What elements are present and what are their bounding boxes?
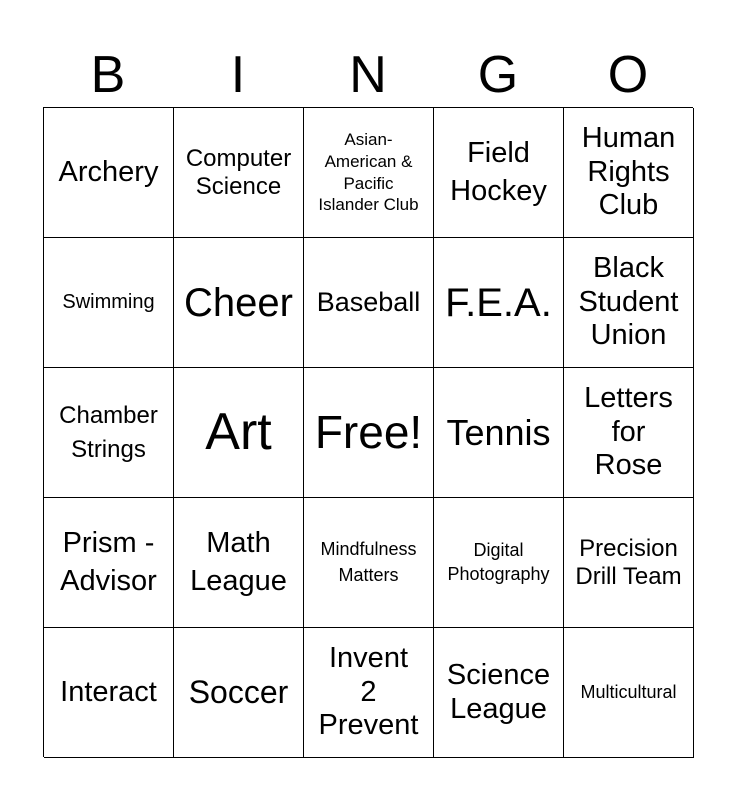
bingo-cell[interactable] [44, 498, 174, 628]
bingo-cell[interactable] [564, 368, 694, 498]
header-letter-n: N [349, 46, 387, 104]
cell-label: Baseball [316, 286, 421, 317]
bingo-cell[interactable] [564, 628, 694, 758]
cell-label: Art [205, 402, 272, 461]
cell-label: Archery [58, 155, 159, 188]
bingo-cell[interactable] [564, 238, 694, 368]
cell-label: Field Hockey [450, 136, 547, 207]
bingo-cell[interactable] [434, 108, 564, 238]
bingo-cell[interactable] [304, 238, 434, 368]
cell-label: Precision Drill Team [575, 534, 682, 590]
bingo-cell[interactable] [174, 498, 304, 628]
cell-label: Human Rights Club [581, 122, 676, 222]
bingo-cell[interactable] [44, 628, 174, 758]
cell-label: Letters for Rose [584, 382, 673, 482]
header-letter-g: G [477, 46, 519, 104]
cell-label: F.E.A. [445, 280, 552, 325]
bingo-cell[interactable] [434, 238, 564, 368]
cell-label: Mindfulness Matters [320, 539, 417, 585]
bingo-cell[interactable] [304, 368, 434, 498]
bingo-cell[interactable] [434, 498, 564, 628]
bingo-header [43, 42, 693, 108]
bingo-cell[interactable] [434, 628, 564, 758]
cell-label: Chamber Strings [59, 401, 158, 463]
bingo-cell[interactable] [174, 238, 304, 368]
cell-label: Soccer [188, 674, 289, 711]
bingo-cell[interactable] [174, 368, 304, 498]
bingo-cell[interactable] [174, 628, 304, 758]
bingo-cell[interactable] [44, 238, 174, 368]
cell-label: Digital Photography [447, 540, 550, 584]
bingo-cell[interactable] [564, 498, 694, 628]
cell-label: Multicultural [580, 681, 677, 702]
bingo-cell[interactable] [174, 108, 304, 238]
cell-label: Free! [314, 406, 423, 459]
cell-label: Black Student Union [578, 252, 679, 352]
bingo-cell[interactable] [44, 108, 174, 238]
cell-label: Swimming [62, 291, 155, 313]
cell-label: Tennis [446, 411, 551, 453]
bingo-board [43, 107, 693, 757]
cell-label: Cheer [184, 280, 293, 325]
bingo-cell[interactable] [434, 368, 564, 498]
header-letter-o: O [607, 46, 649, 104]
bingo-cell[interactable] [44, 368, 174, 498]
cell-label: Computer Science [185, 144, 292, 200]
bingo-cell[interactable] [304, 498, 434, 628]
cell-label: Interact [60, 675, 157, 708]
bingo-cell[interactable] [304, 108, 434, 238]
cell-label: Science League [446, 659, 551, 725]
cell-label: Math League [190, 526, 287, 597]
bingo-cell[interactable] [304, 628, 434, 758]
cell-label: Asian-American & Pacific Islander Club [318, 130, 419, 215]
cell-label: Invent 2 Prevent [318, 642, 419, 742]
cell-label: Prism - Advisor [60, 526, 157, 597]
bingo-cell[interactable] [564, 108, 694, 238]
header-letter-b: B [90, 46, 126, 104]
header-letter-i: I [230, 46, 246, 104]
